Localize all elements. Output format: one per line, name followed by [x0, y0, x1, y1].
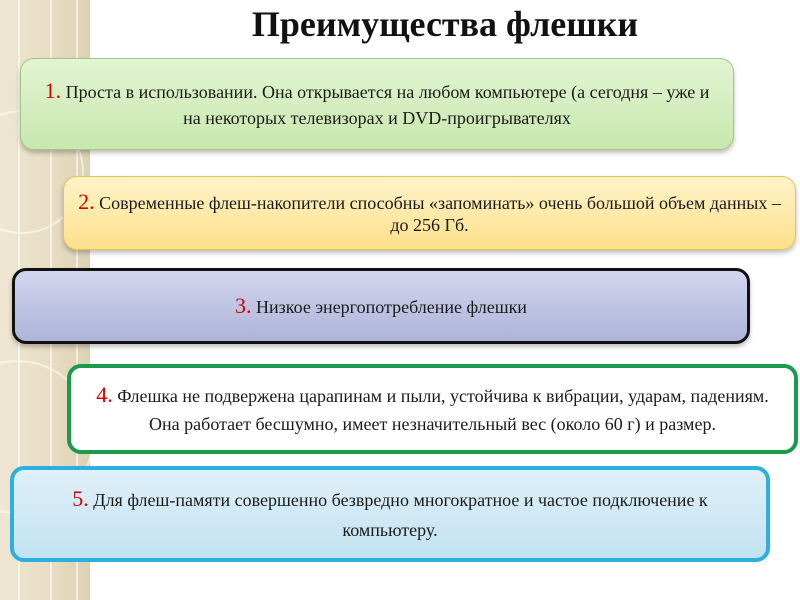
advantage-description-4: Флешка не подвержена царапинам и пыли, устойчива к вибрации, ударам, падениям. Она работает бесшумно, имеет незначительный вес (около 60 г) и размер. — [117, 385, 769, 434]
advantage-description-5: Для флеш-памяти совершенно безвредно многократное и частое подключение к компьютеру. — [93, 489, 708, 540]
advantage-box-2 — [63, 176, 796, 250]
advantage-text-1 — [35, 78, 719, 131]
advantage-description-1: Проста в использовании. Она открывается на любом компьютере (а сегодня – уже и на некоторых телевизорах и DVD-проигрывателях — [65, 81, 710, 128]
advantage-box-1 — [20, 58, 734, 150]
advantage-text-5 — [28, 484, 752, 545]
advantage-number-3: 3. — [235, 292, 252, 318]
advantage-description-2: Современные флеш-накопители способны «запоминать» очень большой объем данных – до 256 Гб. — [99, 192, 781, 235]
advantage-description-3: Низкое энергопотребление флешки — [256, 296, 527, 317]
advantage-box-4 — [67, 364, 798, 454]
advantage-number-4: 4. — [96, 381, 113, 407]
advantage-number-1: 1. — [44, 77, 62, 103]
advantage-text-2 — [78, 188, 781, 236]
advantage-number-2: 2. — [78, 188, 95, 214]
advantage-text-4 — [85, 381, 780, 438]
advantage-number-5: 5. — [72, 485, 89, 511]
slide-title: Преимущества флешки — [251, 4, 639, 44]
advantage-text-3 — [235, 293, 527, 320]
advantage-box-5 — [10, 466, 770, 562]
advantage-box-3 — [12, 268, 750, 344]
